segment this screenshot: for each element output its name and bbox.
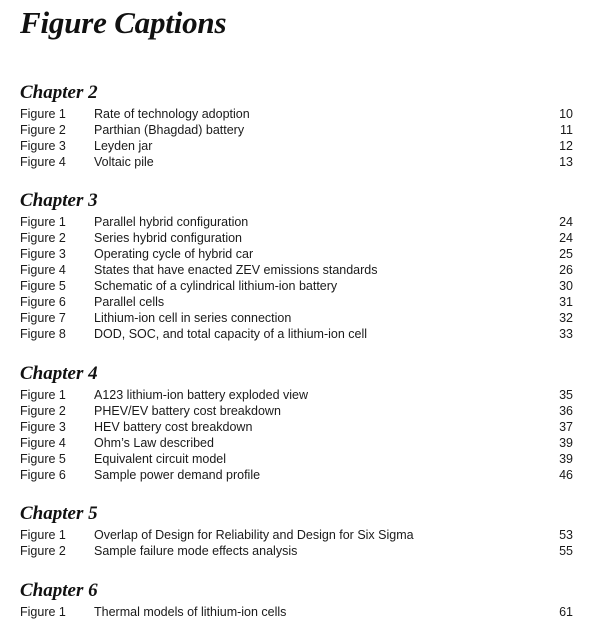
figure-entry [20, 543, 580, 559]
figure-label: Figure 4 [20, 155, 66, 169]
page-number: 53 [559, 528, 573, 542]
chapter-heading: Chapter 5 [20, 503, 98, 524]
figure-list [20, 527, 580, 559]
figure-caption: Voltaic pile [94, 155, 154, 169]
figure-entry [20, 214, 580, 230]
figure-entry [20, 467, 580, 483]
figure-caption: Thermal models of lithium-ion cells [94, 605, 287, 619]
figure-entry [20, 246, 580, 262]
page-number: 37 [559, 420, 573, 434]
figure-label: Figure 2 [20, 123, 66, 137]
figure-caption: PHEV/EV battery cost breakdown [94, 404, 281, 418]
chapter-section [20, 503, 580, 559]
figure-caption: Equivalent circuit model [94, 452, 227, 466]
figure-caption: Sample failure mode effects analysis [94, 544, 298, 558]
chapter-heading: Chapter 3 [20, 190, 98, 211]
page-number: 13 [559, 155, 573, 169]
figure-caption: Ohm’s Law described [94, 436, 214, 450]
figure-entry [20, 604, 580, 620]
figure-entry [20, 310, 580, 326]
page-number: 25 [559, 247, 573, 261]
figure-label: Figure 4 [20, 263, 66, 277]
figure-caption: Rate of technology adoption [94, 107, 250, 121]
figure-caption: Leyden jar [94, 139, 153, 153]
chapter-heading: Chapter 6 [20, 580, 98, 601]
figure-entry [20, 294, 580, 310]
figure-entry [20, 435, 580, 451]
figure-entry [20, 138, 580, 154]
figure-entry [20, 451, 580, 467]
chapter-section [20, 363, 580, 483]
figure-entry [20, 106, 580, 122]
figure-label: Figure 4 [20, 436, 66, 450]
figure-entry [20, 154, 580, 170]
figure-caption: Lithium-ion cell in series connection [94, 311, 292, 325]
page-number: 30 [559, 279, 573, 293]
chapter-section [20, 580, 580, 620]
figure-caption: A123 lithium-ion battery exploded view [94, 388, 309, 402]
figure-label: Figure 1 [20, 388, 66, 402]
figure-list [20, 214, 580, 342]
page-number: 61 [559, 605, 573, 619]
page-number: 10 [559, 107, 573, 121]
figure-entry [20, 278, 580, 294]
figure-label: Figure 2 [20, 404, 66, 418]
figure-label: Figure 2 [20, 231, 66, 245]
figure-caption: Parallel cells [94, 295, 165, 309]
page-number: 36 [559, 404, 573, 418]
page-number: 46 [559, 468, 573, 482]
page-number: 24 [559, 231, 573, 245]
figure-list [20, 604, 580, 620]
figure-caption: DOD, SOC, and total capacity of a lithium-ion cell [94, 327, 368, 341]
page-number: 35 [559, 388, 573, 402]
figure-list [20, 106, 580, 170]
page-number: 39 [559, 452, 573, 466]
page-number: 24 [559, 215, 573, 229]
page-number: 55 [559, 544, 573, 558]
figure-label: Figure 5 [20, 279, 66, 293]
figure-label: Figure 1 [20, 605, 66, 619]
figure-label: Figure 2 [20, 544, 66, 558]
figure-caption: Overlap of Design for Reliability and Design for Six Sigma [94, 528, 414, 542]
chapter-section [20, 82, 580, 170]
figure-caption: Parallel hybrid configuration [94, 215, 249, 229]
figure-label: Figure 3 [20, 247, 66, 261]
figure-label: Figure 1 [20, 107, 66, 121]
page-number: 32 [559, 311, 573, 325]
page-number: 11 [560, 123, 573, 137]
chapter-heading: Chapter 2 [20, 82, 98, 103]
figure-caption: Schematic of a cylindrical lithium-ion battery [94, 279, 338, 293]
chapter-heading: Chapter 4 [20, 363, 98, 384]
figure-entry [20, 387, 580, 403]
page-number: 33 [559, 327, 573, 341]
figure-entry [20, 527, 580, 543]
chapter-section [20, 190, 580, 342]
figure-label: Figure 6 [20, 295, 66, 309]
page-number: 12 [559, 139, 573, 153]
figure-caption: States that have enacted ZEV emissions standards [94, 263, 378, 277]
figure-label: Figure 5 [20, 452, 66, 466]
figure-label: Figure 3 [20, 420, 66, 434]
figure-label: Figure 7 [20, 311, 66, 325]
figure-caption: Parthian (Bhagdad) battery [94, 123, 245, 137]
figure-label: Figure 1 [20, 215, 66, 229]
page-number: 26 [559, 263, 573, 277]
figure-entry [20, 403, 580, 419]
figure-label: Figure 1 [20, 528, 66, 542]
figure-entry [20, 122, 580, 138]
page-title: Figure Captions [20, 5, 227, 40]
page-number: 39 [559, 436, 573, 450]
figure-label: Figure 8 [20, 327, 66, 341]
figure-caption: HEV battery cost breakdown [94, 420, 253, 434]
figure-label: Figure 6 [20, 468, 66, 482]
figure-entry [20, 230, 580, 246]
figure-list [20, 387, 580, 483]
figure-entry [20, 262, 580, 278]
figure-caption: Series hybrid configuration [94, 231, 242, 245]
figure-caption: Sample power demand profile [94, 468, 261, 482]
figure-entry [20, 326, 580, 342]
figure-caption: Operating cycle of hybrid car [94, 247, 254, 261]
figure-entry [20, 419, 580, 435]
figure-label: Figure 3 [20, 139, 66, 153]
page-number: 31 [559, 295, 573, 309]
